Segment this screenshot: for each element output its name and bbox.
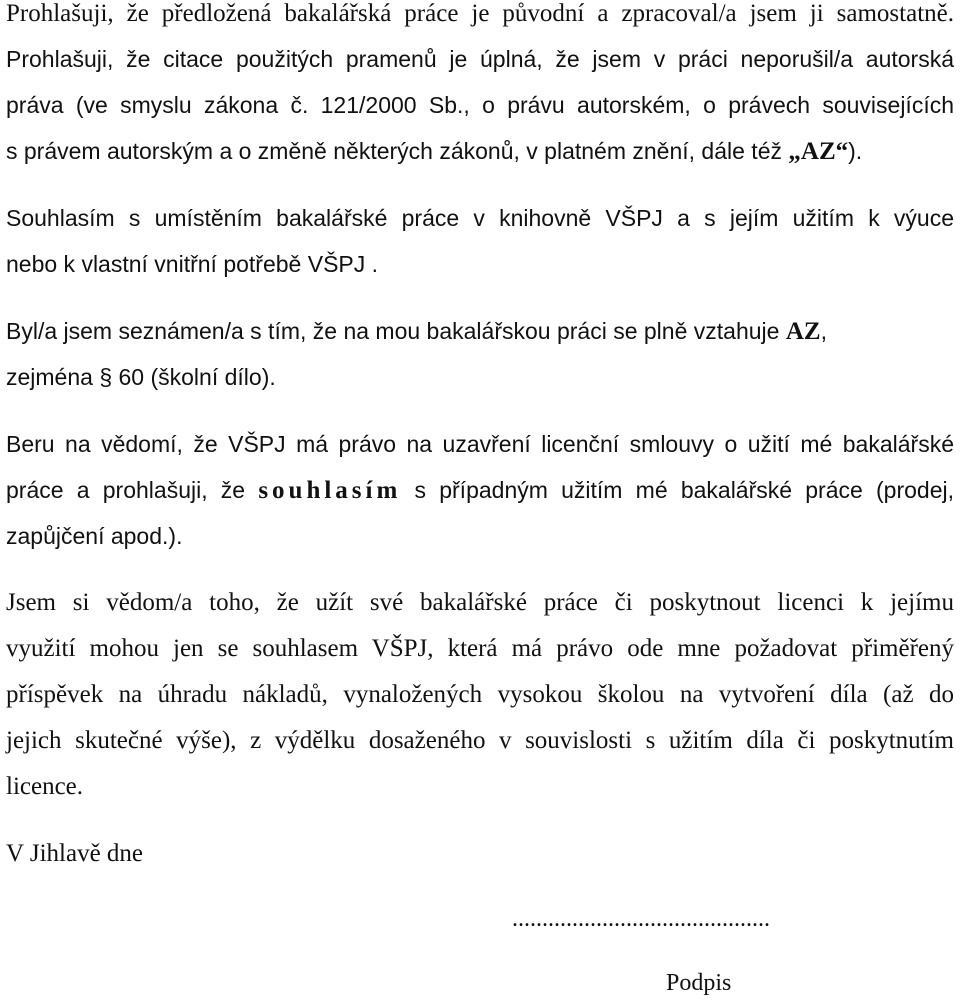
p5-line-4: jejich skutečné výše), z výdělku dosaženého v souvislosti s užitím díla či poskytnutím bbox=[6, 727, 954, 754]
az-abbreviation: AZ bbox=[785, 318, 821, 345]
signature-label: Podpis bbox=[666, 970, 732, 996]
p5-line-5: licence. bbox=[6, 773, 84, 800]
p5-line-3: příspěvek na úhradu nákladů, vynaložených vysokou školou na vytvoření díla (až do bbox=[6, 681, 954, 708]
p3-line-1 bbox=[6, 317, 827, 346]
p1-line-4-text: s právem autorským a o změně některých zákonů, v platném znění, dále též bbox=[6, 138, 789, 164]
p4-line-1: Beru na vědomí, že VŠPJ má právo na uzavření licenční smlouvy o užití mé bakalářské bbox=[6, 431, 954, 457]
p4-line-2-text: práce a prohlašuji, že bbox=[6, 477, 259, 503]
p1-line-2: Prohlašuji, že citace použitých pramenů je úplná, že jsem v práci neporušil/a autorská bbox=[6, 46, 954, 72]
p3-line-1-text: Byl/a jsem seznámen/a s tím, že na mou bakalářskou práci se plně vztahuje bbox=[6, 318, 786, 344]
p2-line-1: Souhlasím s umístěním bakalářské práce v knihovně VŠPJ a s jejím užitím k výuce bbox=[6, 205, 954, 231]
place-date-label: V Jihlavě dne bbox=[6, 840, 144, 867]
p3-line-2: zejména § 60 (školní dílo). bbox=[6, 364, 276, 390]
p3-line-1-end: , bbox=[820, 318, 827, 344]
p1-line-3: práva (ve smyslu zákona č. 121/2000 Sb., o právu autorském, o právech souvisejících bbox=[6, 92, 954, 118]
p4-line-3: zapůjčení apod.). bbox=[6, 523, 183, 549]
p4-line-2-end: s případným užitím mé bakalářské práce (prodej, bbox=[401, 477, 954, 503]
signature-line: ........................................... bbox=[512, 906, 770, 932]
p4-line-2 bbox=[6, 476, 954, 505]
p5-line-1: Jsem si vědom/a toho, že užít své bakalářské práce či poskytnout licenci k jejímu bbox=[6, 589, 954, 616]
p1-line-4-end: ). bbox=[848, 138, 863, 164]
p1-line-4 bbox=[6, 137, 862, 166]
az-abbreviation: „AZ“ bbox=[788, 138, 849, 165]
p1-line-1: Prohlašuji, že předložená bakalářská práce je původní a zpracoval/a jsem ji samostatně. bbox=[6, 0, 954, 27]
p2-line-2: nebo k vlastní vnitřní potřebě VŠPJ . bbox=[6, 251, 379, 277]
agreement-emphasis: souhlasím bbox=[258, 477, 402, 504]
p5-line-2: využití mohou jen se souhlasem VŠPJ, která má právo ode mne požadovat přiměřený bbox=[6, 635, 954, 662]
